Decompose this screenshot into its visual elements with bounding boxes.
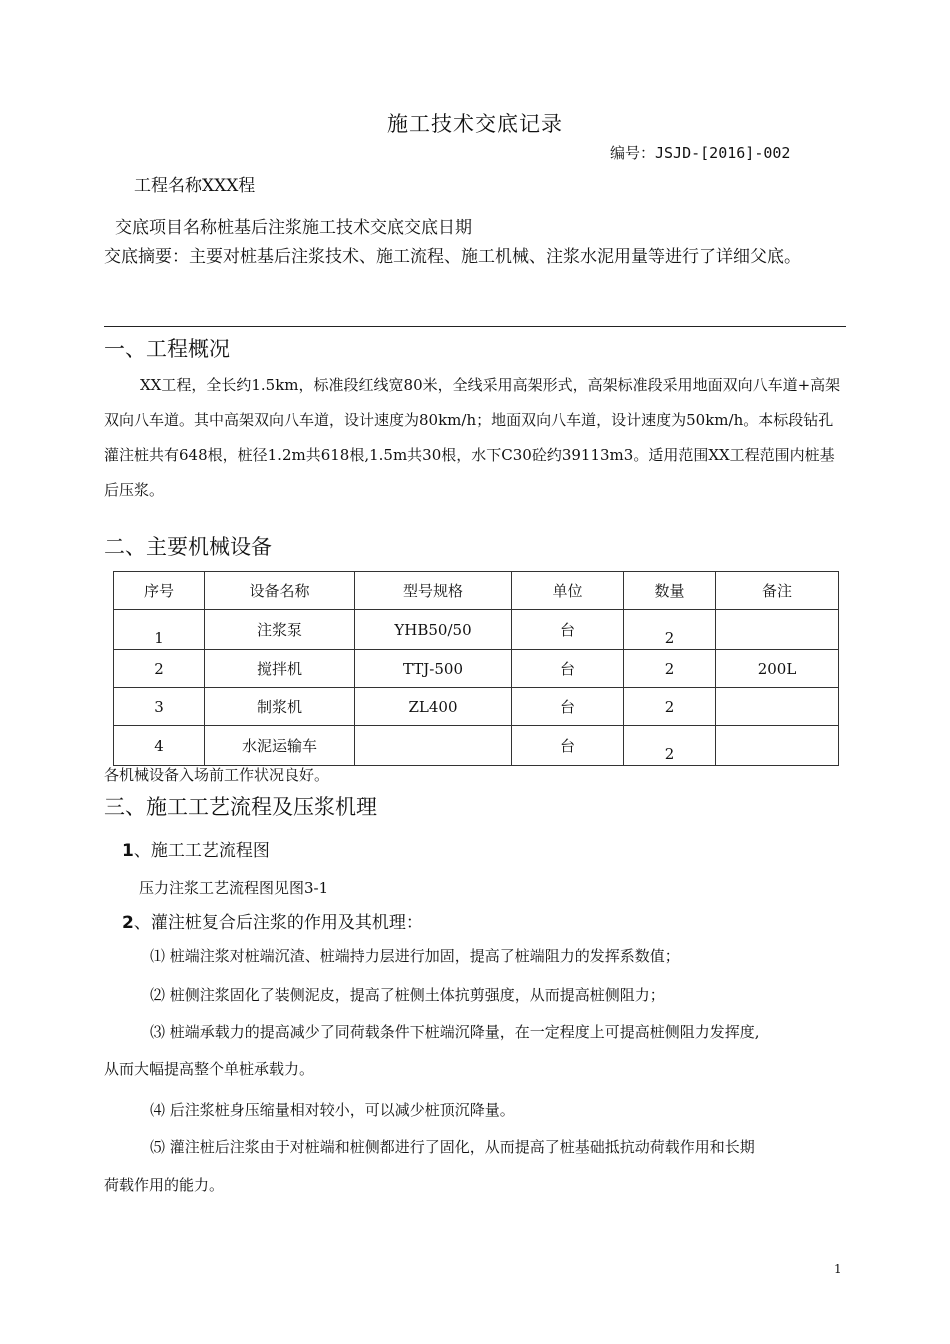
document-title: 施工技术交底记录 [387,112,563,136]
table-row [114,726,839,766]
table-cell: 2 [624,610,716,650]
overview-text: XX工程，全长约1.5km，标准段红线宽80米，全线采用高架形式，高架标准段采用地面双向八车道+高架双向八车道。其中高架双向八车道，设计速度为80km/h；地面双向八车道，设计速度为50km/h。本标段钻孔灌注桩共有648根，桩径1.2m共618根,1.5m共30根，水下C30砼约39113m3。适用范围XX工程范围内桩基后压浆。 [104,376,841,499]
mechanism-item-2: ⑵ 桩侧注浆固化了装侧泥皮，提高了桩侧土体抗剪强度，从而提高桩侧阻力； [150,986,665,1004]
table-cell: 水泥运输车 [205,726,355,766]
project-name: 工程名称XXX程 [134,176,256,196]
table-cell: YHB50/50 [355,610,512,650]
mechanism-item-3-cont: 从而大幅提高整个单桩承载力。 [104,1060,315,1078]
table-cell: TTJ-500 [355,650,512,688]
table-cell [716,726,839,766]
table-cell [716,610,839,650]
section-heading-equipment: 二、主要机械设备 [104,535,272,559]
table-cell: 搅拌机 [205,650,355,688]
table-cell: 台 [512,610,624,650]
equipment-table [113,571,839,766]
mechanism-item-5: ⑸ 灌注桩后注浆由于对桩端和桩侧都进行了固化，从而提高了桩基础抵抗动荷载作用和长期 [150,1138,755,1156]
section-heading-process: 三、施工工艺流程及压浆机理 [104,795,377,819]
mechanism-item-3: ⑶ 桩端承载力的提高减少了同荷载条件下桩端沉降量，在一定程度上可提高桩侧阻力发挥度, [150,1023,760,1041]
mechanism-item-1: ⑴ 桩端注浆对桩端沉渣、桩端持力层进行加固，提高了桩端阻力的发挥系数值； [150,947,680,965]
table-row [114,688,839,726]
table-cell: 制浆机 [205,688,355,726]
table-cell: 3 [114,688,205,726]
table-cell: 台 [512,726,624,766]
disclosure-summary: 交底摘要：主要对桩基后注浆技术、施工流程、施工机械、注浆水泥用量等进行了详细父底。 [104,247,801,267]
table-cell: 2 [624,650,716,688]
subheading-number: 1 [122,841,134,861]
equipment-note: 各机械设备入场前工作状况良好。 [104,766,330,784]
header-cell: 数量 [624,572,716,610]
table-header-row [114,572,839,610]
table-row [114,650,839,688]
document-number: 编号：JSJD-[2016]-002 [610,144,791,162]
table-cell: 4 [114,726,205,766]
header-cell: 设备名称 [205,572,355,610]
table-row [114,610,839,650]
subheading-flowchart [122,836,270,861]
page-number: 1 [834,1262,842,1276]
subheading-number: 2 [122,913,134,933]
table-cell: 台 [512,650,624,688]
table-cell: 注浆泵 [205,610,355,650]
subheading-text: 、施工工艺流程图 [133,841,270,861]
table-cell: 2 [624,726,716,766]
disclosure-item-line: 交底项目名称桩基后注浆施工技术交底交底日期 [115,218,472,238]
subheading-mechanism [122,908,423,933]
divider [104,326,846,327]
table-cell: 台 [512,688,624,726]
subheading-text: 、灌注桩复合后注浆的作用及其机理： [133,913,423,933]
table-cell [716,688,839,726]
header-cell: 序号 [114,572,205,610]
mechanism-item-5-cont: 荷载作用的能力。 [104,1176,225,1194]
table-cell: ZL400 [355,688,512,726]
table-cell [355,726,512,766]
header-cell: 备注 [716,572,839,610]
mechanism-item-4: ⑷ 后注浆桩身压缩量相对较小，可以减少桩顶沉降量。 [150,1101,515,1119]
table-cell: 200L [716,650,839,688]
table-cell: 1 [114,610,205,650]
table-cell: 2 [114,650,205,688]
overview-paragraph [104,368,846,508]
flowchart-reference: 压力注浆工艺流程图见图3-1 [139,879,329,897]
header-cell: 单位 [512,572,624,610]
section-heading-overview: 一、工程概况 [104,337,230,361]
header-cell: 型号规格 [355,572,512,610]
table-cell: 2 [624,688,716,726]
